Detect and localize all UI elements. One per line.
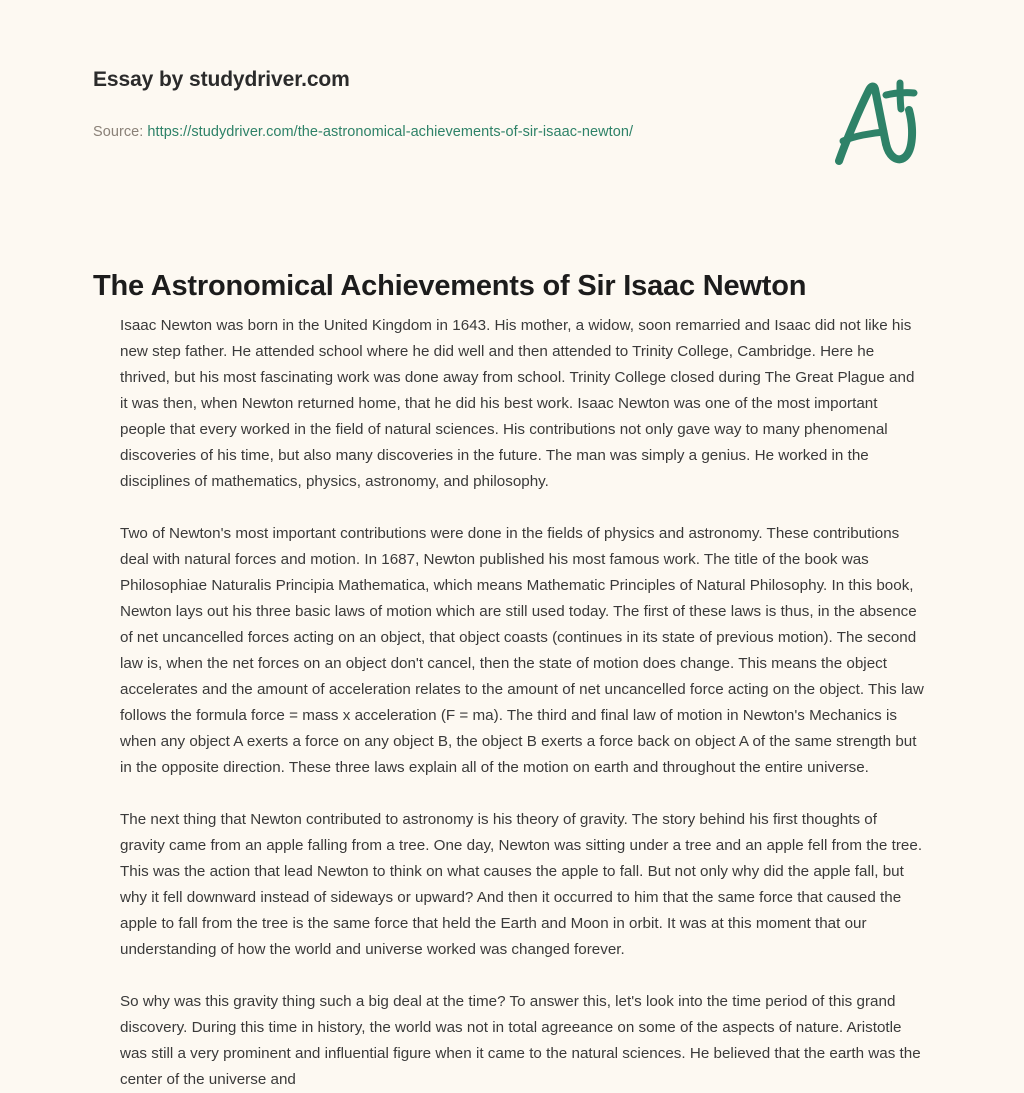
essay-byline: Essay by studydriver.com: [93, 68, 350, 91]
source-label: Source:: [93, 124, 144, 140]
essay-paragraph: So why was this gravity thing such a big deal at the time? To answer this, let's look into the time period of this grand discovery. During this time in history, the world was not in total agreeance on some of the aspects of nature. Aristotle was still a very prominent and influential figure when it came to the natural sciences. He believed that the earth was the center of the universe and: [120, 993, 921, 1088]
essay-paragraph: The next thing that Newton contributed to astronomy is his theory of gravity. The story behind his first thoughts of gravity came from an apple falling from a tree. One day, Newton was sitting under a tree and an apple fell from the tree. This was the action that lead Newton to think on what causes the apple to fall. But not only why did the apple fall, but why it fell downward instead of sideways or upward? And then it occurred to him that the same force that caused the apple to fall from the tree is the same force that held the Earth and Moon in orbit. It was at this moment that our understanding of how the world and universe worked was changed forever.: [120, 811, 923, 958]
page-title: The Astronomical Achievements of Sir Isaac Newton: [93, 270, 807, 303]
source-url-link[interactable]: https://studydriver.com/the-astronomical-achievements-of-sir-isaac-newton/: [147, 124, 634, 140]
essay-paragraph: Isaac Newton was born in the United Kingdom in 1643. His mother, a widow, soon remarried and Isaac did not like his new step father. He attended school where he did well and then attended to Trinity College, Cambridge. Here he thrived, but his most fascinating work was done away from school. Trinity College closed during The Great Plague and it was then, when Newton returned home, that he did his best work. Isaac Newton was one of the most important people that every worked in the field of natural sciences. His contributions not only gave way to many phenomenal discoveries of his time, but also many discoveries in the future. The man was simply a genius. He worked in the disciplines of mathematics, physics, astronomy, and philosophy.: [120, 317, 915, 490]
essay-body: [120, 313, 926, 1093]
essay-paragraph: Two of Newton's most important contributions were done in the fields of physics and astronomy. These contributions deal with natural forces and motion. In 1687, Newton published his most famous work. The title of the book was Philosophiae Naturalis Principia Mathematica, which means Mathematic Principles of Natural Philosophy. In this book, Newton lays out his three basic laws of motion which are still used today. The first of these laws is thus, in the absence of net uncancelled forces acting on an object, that object coasts (continues in its state of previous motion). The second law is, when the net forces on an object don't cancel, then the state of motion does change. This means the object accelerates and the amount of acceleration relates to the amount of net uncancelled force acting on the object. This law follows the formula force = mass x acceleration (F = ma). The third and final law of motion in Newton's Mechanics is when any object A exerts a force on any object B, the object B exerts a force back on object A of the same strength but in the opposite direction. These three laws explain all of the motion on earth and throughout the entire universe.: [120, 525, 924, 776]
studydriver-a-plus-logo-icon: [812, 62, 932, 182]
document-header: [0, 0, 1024, 200]
source-line: [93, 124, 633, 140]
